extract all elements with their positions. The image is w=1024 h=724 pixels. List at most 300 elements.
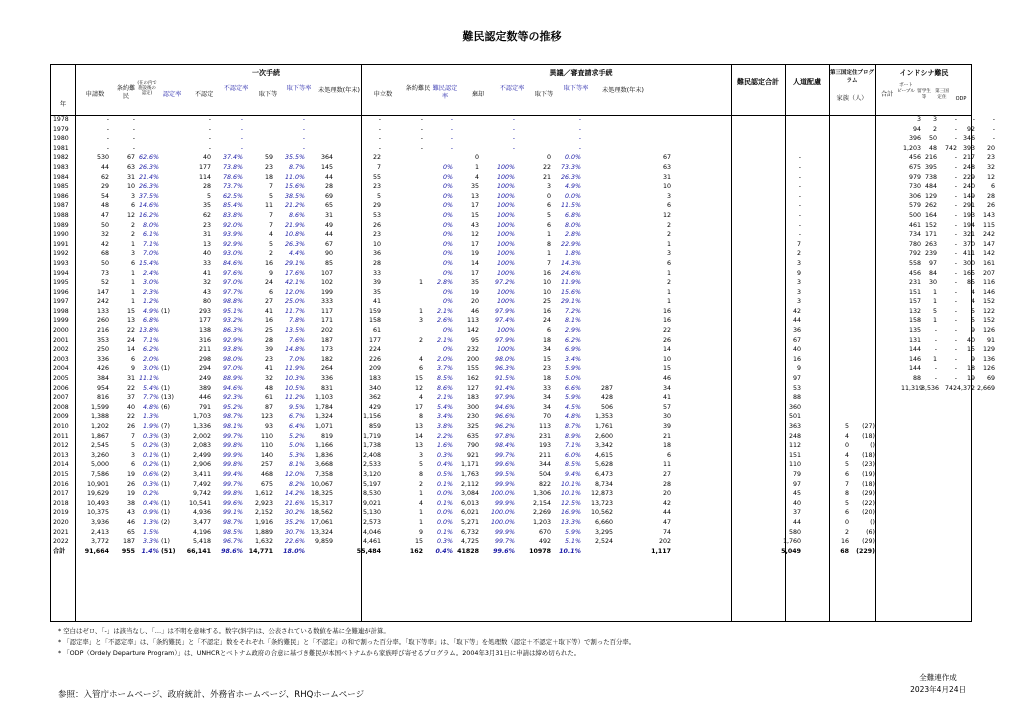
table-cell: 230 xyxy=(466,413,479,421)
table-cell: 24 xyxy=(542,317,551,325)
table-cell: 4.8% xyxy=(565,413,581,421)
table-cell: 28 xyxy=(324,183,333,191)
table-cell: 73.8% xyxy=(222,163,243,171)
table-cell: 10,901 xyxy=(86,480,109,488)
year-cell: 2018 xyxy=(53,499,69,507)
table-cell: 80 xyxy=(202,298,211,306)
table-cell: 42.1% xyxy=(284,279,305,287)
table-cell: 83.8% xyxy=(222,211,243,219)
table-cell: 98.6% xyxy=(221,547,243,555)
table-cell: 6 xyxy=(546,202,551,210)
table-cell: - xyxy=(798,183,801,191)
table-cell: 30.7% xyxy=(284,528,305,536)
table-cell: 1.4% xyxy=(141,547,159,555)
table-cell: 0% xyxy=(443,327,453,335)
table-cell: 99.7% xyxy=(494,538,515,546)
table-cell: 23 xyxy=(264,163,273,171)
source-note: 参照：入管庁ホームページ、政府統計、外務省ホームページ、RHQホームページ xyxy=(58,690,365,700)
table-cell: 10 xyxy=(542,288,551,296)
table-cell: 9 xyxy=(970,355,975,363)
table-cell: 35.5% xyxy=(284,154,305,162)
table-cell: 2.1% xyxy=(437,394,453,402)
header-odp: ODP xyxy=(955,96,967,102)
table-cell: 94.6% xyxy=(222,384,243,392)
table-cell: 558 xyxy=(908,259,921,267)
table-cell: 2,524 xyxy=(594,538,613,546)
header-conv-note: (在の内で施設後の認定) xyxy=(137,81,157,96)
table-cell-note: (1) xyxy=(161,499,170,507)
table-cell: 100% xyxy=(496,231,515,239)
table-cell: 177 xyxy=(368,336,381,344)
table-cell: 92.9% xyxy=(222,240,243,248)
table-cell-note: (3) xyxy=(161,442,170,450)
table-cell: (18) xyxy=(862,480,875,488)
table-cell: 144 xyxy=(908,365,921,373)
table-cell: 5.9% xyxy=(565,394,581,402)
table-cell: 18 xyxy=(542,336,551,344)
table-cell: 3 xyxy=(796,259,801,267)
table-cell: 0% xyxy=(443,183,453,191)
table-cell: 316 xyxy=(198,336,211,344)
header-dismiss: 棄却 xyxy=(471,91,485,98)
year-cell: 2003 xyxy=(53,355,69,363)
year-cell: 1998 xyxy=(53,307,69,315)
table-cell: 24 xyxy=(126,336,135,344)
table-cell: 2 xyxy=(796,250,801,258)
header-boat-people: ボートピープル xyxy=(897,83,915,94)
table-cell: 224 xyxy=(368,346,381,354)
table-cell: 32 xyxy=(100,231,109,239)
table-cell: 7 xyxy=(268,183,273,191)
table-cell: 7 xyxy=(844,480,849,488)
table-cell: 65 xyxy=(324,202,333,210)
table-cell: 5 xyxy=(546,211,551,219)
table-cell: 97.7% xyxy=(222,288,243,296)
table-cell: 26.3% xyxy=(138,163,159,171)
table-cell: 65 xyxy=(126,528,135,536)
table-cell: 5 xyxy=(268,240,273,248)
table-cell: 10 xyxy=(372,240,381,248)
table-cell: 11.0% xyxy=(284,173,305,181)
table-cell: 8.5% xyxy=(437,375,453,383)
table-cell: 14 xyxy=(662,346,671,354)
year-cell: 2016 xyxy=(53,480,69,488)
table-cell: 5 xyxy=(844,423,849,430)
table-cell: 7.0% xyxy=(143,250,159,258)
table-cell: 23 xyxy=(986,154,995,162)
table-cell: 6 xyxy=(844,509,849,517)
table-cell: 4,936 xyxy=(192,509,211,517)
table-cell: 263 xyxy=(924,240,937,248)
table-cell: 73.7% xyxy=(222,183,243,191)
table-cell: 468 xyxy=(260,470,273,478)
table-cell: 44 xyxy=(792,518,801,526)
table-cell: 88 xyxy=(912,375,921,383)
table-cell: 97.9% xyxy=(494,394,515,402)
table-cell: (19) xyxy=(862,470,875,478)
year-cell: 2011 xyxy=(53,432,69,440)
table-cell: 21.6% xyxy=(284,499,305,507)
header-withdraw-rate: 取下等率 xyxy=(286,85,312,92)
table-cell: 97.2% xyxy=(494,279,515,287)
table-cell: 12 xyxy=(986,173,995,181)
table-cell: 93 xyxy=(264,423,273,430)
table-cell: 1.3% xyxy=(143,413,159,421)
table-cell: 36 xyxy=(372,250,381,258)
table-cell: 353 xyxy=(96,336,109,344)
header-student: 留学生等 xyxy=(917,89,931,100)
table-cell: 99.6% xyxy=(222,499,243,507)
table-cell: 0.1% xyxy=(437,480,453,488)
table-cell: 39 xyxy=(372,279,381,287)
table-cell: 99.8% xyxy=(222,442,243,450)
table-cell: 62.6% xyxy=(138,154,159,162)
table-cell: 2 xyxy=(666,221,671,229)
table-cell: 37.4% xyxy=(222,154,243,162)
table-cell: 1,612 xyxy=(254,490,273,498)
table-cell: - xyxy=(512,135,515,143)
table-cell: 3 xyxy=(796,288,801,296)
table-cell: 9 xyxy=(796,269,801,277)
table-cell: 5.4% xyxy=(143,384,159,392)
table-cell: 1,703 xyxy=(192,413,211,421)
table-cell: 147 xyxy=(982,240,995,248)
table-cell: 6 xyxy=(666,259,671,267)
table-cell: - xyxy=(512,125,515,133)
year-cell: 1988 xyxy=(53,211,69,219)
table-cell: 30 xyxy=(928,279,937,287)
table-cell: - xyxy=(132,135,135,143)
table-cell: 325 xyxy=(466,423,479,430)
table-cell: 13,723 xyxy=(590,499,613,507)
table-cell: 0 xyxy=(546,154,551,162)
table-cell: 152 xyxy=(982,317,995,325)
table-cell: 7,358 xyxy=(314,470,333,478)
table-cell: 14.6% xyxy=(138,202,159,210)
header-pending: 未処理数(年末) xyxy=(318,87,360,94)
table-cell: 1 xyxy=(418,509,423,517)
table-cell: 6 xyxy=(546,327,551,335)
table-cell: 110 xyxy=(260,432,273,440)
table-cell: 16 xyxy=(662,317,671,325)
table-cell: 2,906 xyxy=(192,461,211,469)
table-cell: 6 xyxy=(268,288,273,296)
table-cell: 7 xyxy=(796,240,801,248)
table-cell: 41 xyxy=(202,269,211,277)
table-cell: 57 xyxy=(662,403,671,411)
year-cell: 2002 xyxy=(53,346,69,354)
table-cell: 55 xyxy=(372,173,381,181)
table-cell: 9 xyxy=(796,365,801,373)
year-cell: 1979 xyxy=(53,125,69,133)
table-cell: 340 xyxy=(368,384,381,392)
table-cell: 0% xyxy=(443,298,453,306)
table-cell: 40 xyxy=(792,346,801,354)
table-cell: 17 xyxy=(470,269,479,277)
table-cell: 1,103 xyxy=(314,394,333,402)
header-withdraw: 取下等 xyxy=(258,91,278,98)
table-cell: 0.0% xyxy=(437,518,453,526)
table-cell: 675 xyxy=(260,480,273,488)
table-cell: 44 xyxy=(324,231,333,239)
table-cell: 10.3% xyxy=(284,375,305,383)
table-cell: 44 xyxy=(662,509,671,517)
table-cell: 30 xyxy=(662,413,671,421)
table-cell: - xyxy=(240,144,243,152)
table-cell: 91,664 xyxy=(84,547,109,555)
table-cell: 14 xyxy=(470,259,479,267)
table-cell: 4,046 xyxy=(362,528,381,536)
table-cell: 3,295 xyxy=(594,528,613,536)
table-cell: 1 xyxy=(130,279,135,287)
table-cell: - xyxy=(934,336,937,344)
table-cell: 99.6% xyxy=(493,547,515,555)
table-cell: 98.7% xyxy=(222,413,243,421)
table-cell: 136 xyxy=(982,355,995,363)
table-cell: 333 xyxy=(320,298,333,306)
table-cell: 15 xyxy=(662,365,671,373)
page-title: 難民認定数等の推移 xyxy=(462,30,562,43)
table-cell: 22 xyxy=(126,327,135,335)
table-cell: 10.1% xyxy=(559,547,581,555)
table-cell: - xyxy=(972,116,975,123)
table-cell: 1 xyxy=(546,231,551,239)
table-cell: 4 xyxy=(970,298,975,306)
table-cell: - xyxy=(954,192,957,200)
table-cell: 1 xyxy=(666,298,671,306)
table-cell: - xyxy=(992,125,995,133)
table-cell: 742 xyxy=(944,144,957,152)
table-cell: - xyxy=(954,279,957,287)
table-cell: - xyxy=(934,375,937,383)
table-cell: 3.7% xyxy=(437,365,453,373)
table-cell: 6.6% xyxy=(565,384,581,392)
table-cell: - xyxy=(302,144,305,152)
table-cell: 16 xyxy=(542,269,551,277)
table-cell: 114 xyxy=(198,173,211,181)
year-cell: 1978 xyxy=(53,116,69,123)
year-cell: 2001 xyxy=(53,336,69,344)
table-cell: 97.0% xyxy=(222,365,243,373)
header-reject: 不認定 xyxy=(194,91,214,98)
table-cell: 6.9% xyxy=(565,346,581,354)
table-cell: 97.9% xyxy=(494,336,515,344)
year-cell: 2010 xyxy=(53,423,69,430)
header-third-country: 第三国定住 xyxy=(935,89,949,100)
table-cell: 100% xyxy=(496,250,515,258)
table-cell: 117 xyxy=(320,307,333,315)
table-cell: 4.5% xyxy=(565,403,581,411)
table-cell: 157 xyxy=(908,298,921,306)
table-cell: 9,859 xyxy=(314,538,333,546)
table-cell: - xyxy=(578,125,581,133)
table-cell: 92.9% xyxy=(222,336,243,344)
table-cell: 26 xyxy=(126,480,135,488)
table-cell: 14.3% xyxy=(560,259,581,267)
table-cell: 67 xyxy=(324,240,333,248)
table-cell: - xyxy=(450,116,453,123)
year-cell: 1984 xyxy=(53,173,69,181)
table-cell: 336 xyxy=(320,375,333,383)
table-cell: 1 xyxy=(130,288,135,296)
table-cell: 1 xyxy=(418,279,423,287)
table-cell: 46 xyxy=(662,375,671,383)
year-cell: 2009 xyxy=(53,413,69,421)
table-cell: 100% xyxy=(496,288,515,296)
table-cell: - xyxy=(208,125,211,133)
table-cell: 158 xyxy=(368,317,381,325)
table-cell: 33 xyxy=(202,259,211,267)
table-cell: 2 xyxy=(844,528,849,536)
table-cell: 232 xyxy=(466,346,479,354)
table-cell: - xyxy=(378,116,381,123)
table-cell: 580 xyxy=(788,528,801,536)
table-cell: 133 xyxy=(96,307,109,315)
table-cell: 110 xyxy=(260,442,273,450)
table-cell: 2 xyxy=(666,231,671,239)
year-cell: 2014 xyxy=(53,461,69,469)
table-cell: 1 xyxy=(418,490,423,498)
table-cell: (6) xyxy=(866,528,875,536)
table-cell: 9 xyxy=(418,528,423,536)
table-cell: 6 xyxy=(130,355,135,363)
table-cell: 242 xyxy=(96,298,109,306)
table-cell: 1 xyxy=(932,317,937,325)
table-cell-note: (1) xyxy=(161,307,170,315)
table-cell: 100% xyxy=(496,183,515,191)
table-cell: 4 xyxy=(418,394,423,402)
table-cell: 29.1% xyxy=(284,259,305,267)
table-cell: 264 xyxy=(320,365,333,373)
table-cell: 38.5% xyxy=(284,192,305,200)
year-cell: 1990 xyxy=(53,231,69,239)
table-cell: 242 xyxy=(982,231,995,239)
year-cell: 2020 xyxy=(53,518,69,526)
table-cell: 3,084 xyxy=(460,490,479,498)
table-cell: 1,760 xyxy=(782,538,801,546)
table-cell: 41 xyxy=(372,298,381,306)
table-cell: 63 xyxy=(126,163,135,171)
table-cell: 822 xyxy=(538,480,551,488)
table-cell: 4 xyxy=(844,432,849,440)
table-cell: 2 xyxy=(268,250,273,258)
table-cell: 28 xyxy=(662,480,671,488)
table-cell: 3 xyxy=(666,250,671,258)
table-cell: 23 xyxy=(372,183,381,191)
table-cell: 1,353 xyxy=(594,413,613,421)
table-cell: 8 xyxy=(844,490,849,498)
table-cell: - xyxy=(954,307,957,315)
table-cell: 48 xyxy=(928,144,937,152)
table-cell: 86.3% xyxy=(222,327,243,335)
table-cell: 8.1% xyxy=(289,461,305,469)
table-cell: 15 xyxy=(470,211,479,219)
table-cell: 2,112 xyxy=(460,480,479,488)
table-cell: 249 xyxy=(198,375,211,383)
year-cell: 2021 xyxy=(53,528,69,536)
table-cell: 43 xyxy=(470,221,479,229)
table-cell: 23 xyxy=(264,355,273,363)
table-cell: 0.1% xyxy=(143,451,159,459)
table-cell: 0.0% xyxy=(565,192,581,200)
table-cell: 6 xyxy=(130,259,135,267)
table-cell: 34 xyxy=(542,346,551,354)
table-cell: 21.4% xyxy=(138,173,159,181)
table-cell: 138 xyxy=(198,327,211,335)
table-cell: 7.8% xyxy=(289,317,305,325)
table-cell: 0.0% xyxy=(437,490,453,498)
table-cell: 97.0% xyxy=(222,279,243,287)
table-cell: 2.0% xyxy=(437,355,453,363)
table-cell: 49 xyxy=(324,221,333,229)
author: 全難連作成 xyxy=(919,673,957,682)
table-cell: 20 xyxy=(986,144,995,152)
table-cell: 1,171 xyxy=(460,461,479,469)
header-conv: 条約難民 xyxy=(116,85,136,100)
table-cell: 26 xyxy=(986,202,995,210)
table-cell-note: (1) xyxy=(161,384,170,392)
table-cell: - xyxy=(954,163,957,171)
table-cell: 93.0% xyxy=(222,250,243,258)
table-cell: 17 xyxy=(470,202,479,210)
table-cell: 100% xyxy=(496,211,515,219)
table-cell: 2,152 xyxy=(254,509,273,517)
table-cell: 670 xyxy=(538,528,551,536)
table-cell: 6,473 xyxy=(594,470,613,478)
table-cell: 7.2% xyxy=(565,307,581,315)
table-cell: 4,725 xyxy=(460,538,479,546)
table-cell: 248 xyxy=(962,163,975,171)
header-apply: 申請数 xyxy=(85,91,105,98)
table-cell: 50 xyxy=(100,221,109,229)
header-dismiss-rate: 不認定率 xyxy=(499,85,525,92)
table-cell: 2.1% xyxy=(437,336,453,344)
table-cell: 504 xyxy=(538,470,551,478)
table-cell: 7 xyxy=(376,163,381,171)
table-cell: 100% xyxy=(496,240,515,248)
statistics-table xyxy=(50,64,995,622)
table-cell: 31 xyxy=(126,173,135,181)
table-cell: 7 xyxy=(268,221,273,229)
table-cell: 97 xyxy=(928,259,937,267)
table-cell: 97 xyxy=(792,480,801,488)
table-cell: 921 xyxy=(466,451,479,459)
table-cell: 22 xyxy=(372,154,381,162)
year-cell: 2000 xyxy=(53,327,69,335)
table-cell: 306 xyxy=(908,192,921,200)
table-cell: 13,324 xyxy=(310,528,333,536)
table-cell: 4.8% xyxy=(143,403,159,411)
table-cell: 99.4% xyxy=(222,470,243,478)
table-cell: 1,203 xyxy=(532,518,551,526)
table-cell: 35 xyxy=(470,279,479,287)
table-cell: 200 xyxy=(466,355,479,363)
table-cell: 11.2% xyxy=(284,394,305,402)
table-cell: 26 xyxy=(126,423,135,430)
table-cell: 96.3% xyxy=(494,365,515,373)
table-cell: 18 xyxy=(264,173,273,181)
table-cell: 73.3% xyxy=(560,163,581,171)
table-cell: 28 xyxy=(372,259,381,267)
table-cell: 446 xyxy=(198,394,211,402)
table-cell: 1 xyxy=(932,298,937,306)
table-cell: 12.5% xyxy=(560,499,581,507)
table-cell: 955 xyxy=(121,547,135,555)
table-cell: 11 xyxy=(264,202,273,210)
table-cell: (18) xyxy=(862,432,875,440)
table-cell: 16 xyxy=(264,259,273,267)
table-cell: 40 xyxy=(202,154,211,162)
